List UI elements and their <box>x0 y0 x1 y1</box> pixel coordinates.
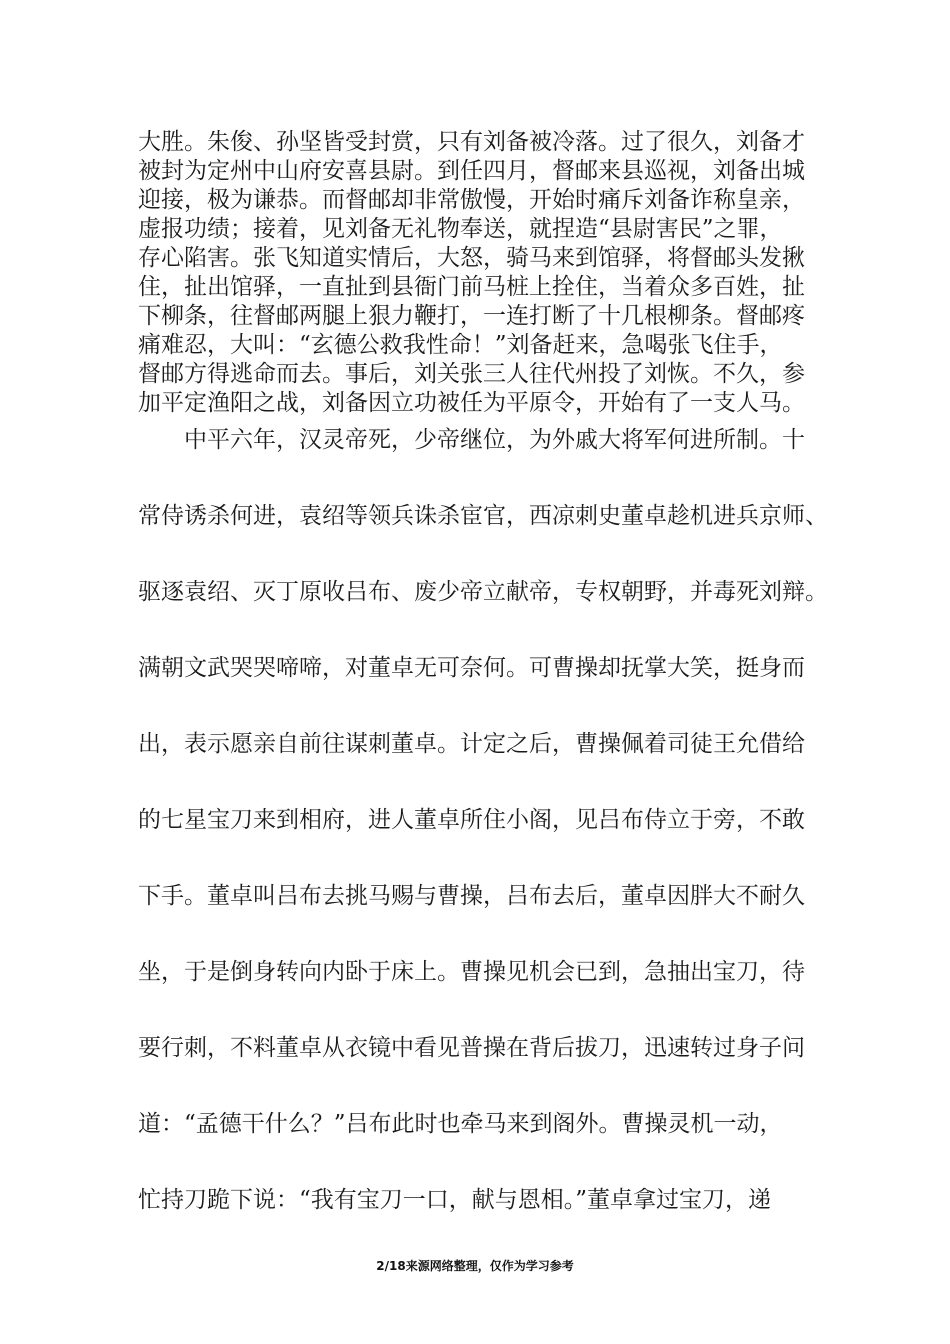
text-line: 下柳条，往督邮两腿上狠力鞭打，一连打断了十几根柳条。督邮疼 <box>138 303 805 329</box>
text-line: 中平六年，汉灵帝死，少帝继位，为外戚大将军何进所制。十 <box>138 427 805 453</box>
text-line: 要行刺，不料董卓从衣镜中看见普操在背后拔刀，迅速转过身子问 <box>138 1035 805 1061</box>
text-line: 痛难忍，大叫：“玄德公救我性命！”刘备赶来，急喝张飞住手， <box>138 332 783 358</box>
text-line: 督邮方得逃命而去。事后，刘关张三人往代州投了刘恢。不久，参 <box>138 361 805 387</box>
text-line: 满朝文武哭哭啼啼，对董卓无可奈何。可曹操却抚掌大笑，挺身而 <box>138 655 805 681</box>
text-line: 坐，于是倒身转向内卧于床上。曹操见机会已到，急抽出宝刀，待 <box>138 959 805 985</box>
text-line: 存心陷害。张飞知道实情后，大怒，骑马来到馆驿，将督邮头发揪 <box>138 245 805 271</box>
text-line: 大胜。朱俊、孙坚皆受封赏，只有刘备被冷落。过了很久，刘备才 <box>138 129 805 155</box>
text-line: 加平定渔阳之战，刘备因立功被任为平原令，开始有了一支人马。 <box>138 390 805 416</box>
text-line: 住，扯出馆驿，一直扯到县衙门前马桩上拴住，当着众多百姓，扯 <box>138 274 805 300</box>
text-line: 忙持刀跪下说：“我有宝刀一口，献与恩相。”董卓拿过宝刀，递 <box>138 1187 772 1213</box>
text-line: 迎接，极为谦恭。而督邮却非常傲慢，开始时痛斥刘备诈称皇亲， <box>138 187 805 213</box>
text-line: 虚报功绩；接着，见刘备无礼物奉送，就捏造“县尉害民”之罪， <box>138 216 783 242</box>
text-line: 道：“孟德干什么？”吕布此时也牵马来到阁外。曹操灵机一动， <box>138 1111 783 1137</box>
text-line: 驱逐袁绍、灭丁原收吕布、废少帝立献帝，专权朝野，并毒死刘辩。 <box>138 579 828 605</box>
text-line: 下手。董卓叫吕布去挑马赐与曹操，吕布去后，董卓因胖大不耐久 <box>138 883 805 909</box>
text-line: 出，表示愿亲自前往谋刺董卓。计定之后，曹操佩着司徒王允借给 <box>138 731 805 757</box>
page-footer: 2/18来源网络整理，仅作为学习参考 <box>376 1259 574 1273</box>
text-line: 的七星宝刀来到相府，进人董卓所住小阁，见吕布侍立于旁，不敢 <box>138 807 805 833</box>
text-line: 被封为定州中山府安喜县尉。到任四月，督邮来县巡视，刘备出城 <box>138 158 805 184</box>
paragraph-1 <box>138 128 805 418</box>
text-line: 常侍诱杀何进，袁绍等领兵诛杀宦官，西凉刺史董卓趁机进兵京师、 <box>138 503 828 529</box>
